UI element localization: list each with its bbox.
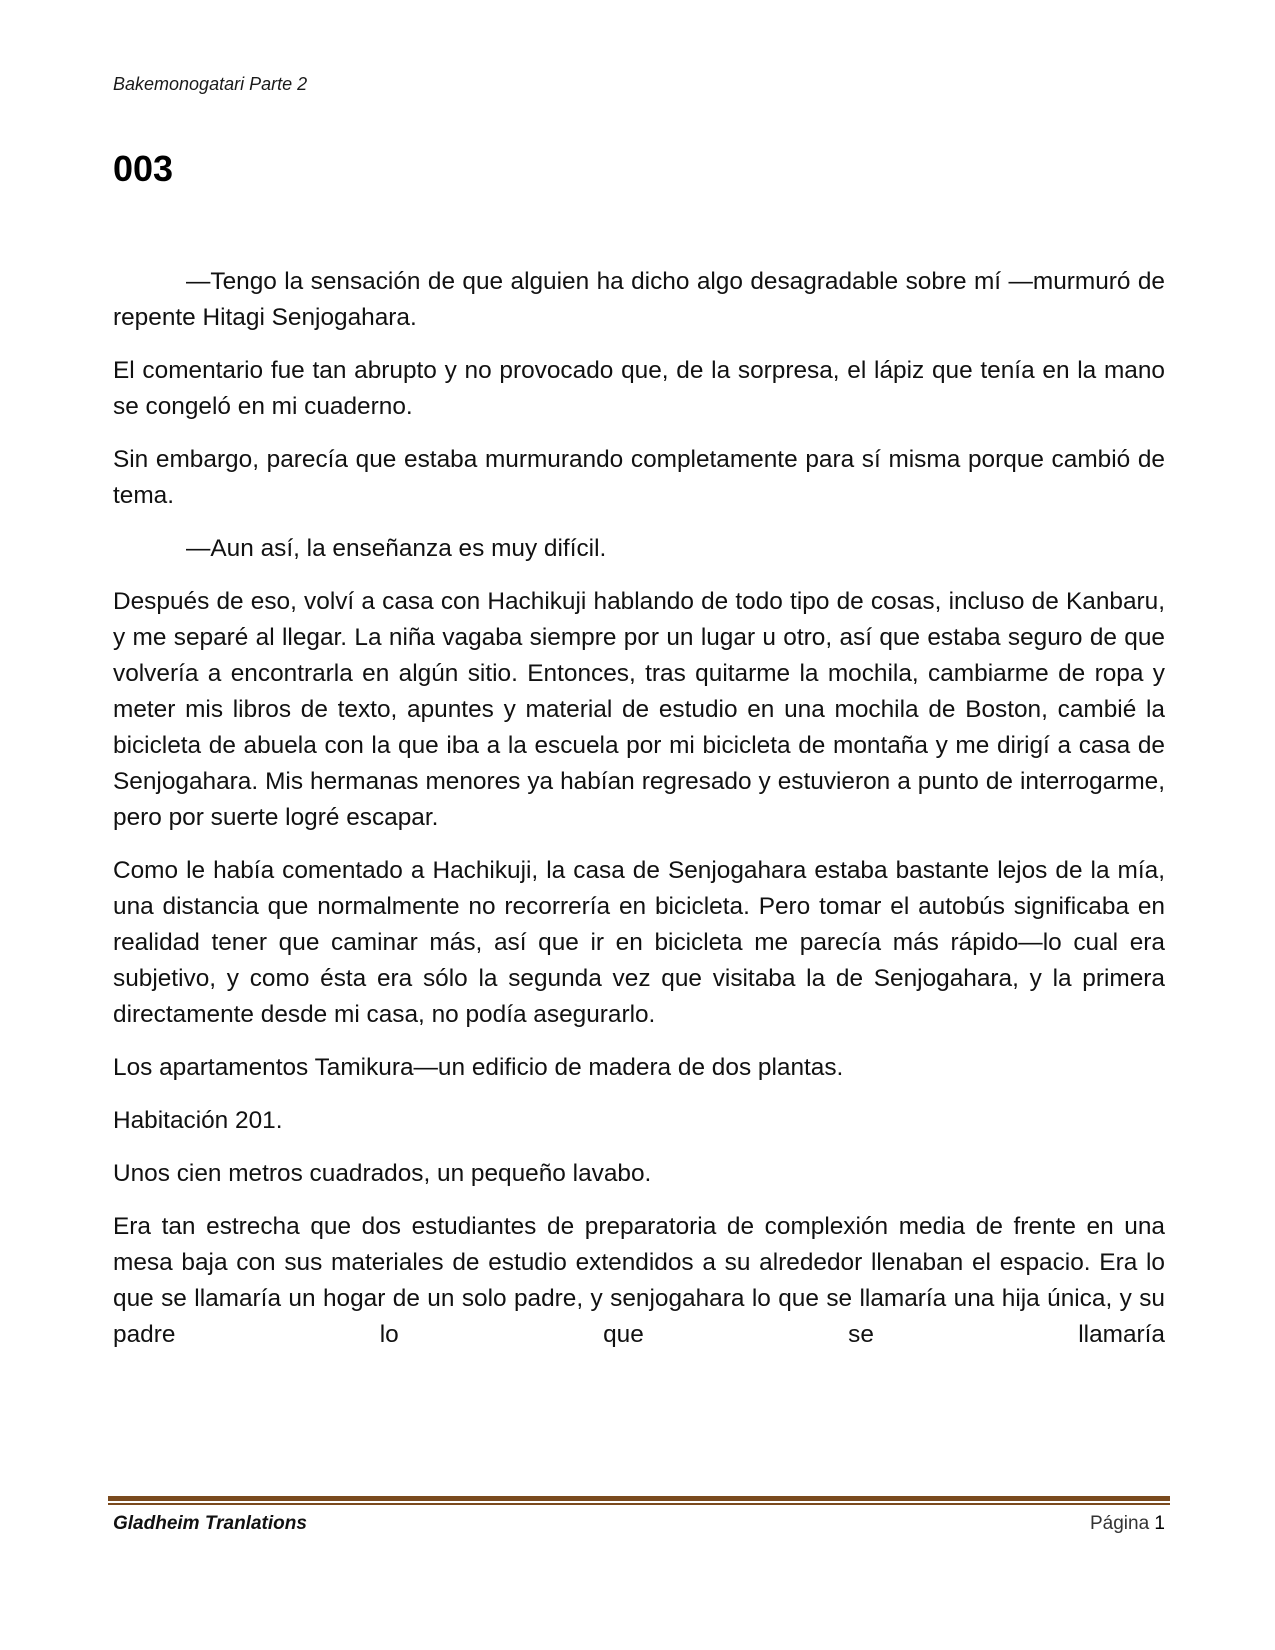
page-number: 1 [1154,1513,1165,1534]
paragraph: —Tengo la sensación de que alguien ha dicho algo desagradable sobre mí —murmuró de repente Hitagi Senjogahara. [113,268,1165,331]
paragraph: Sin embargo, parecía que estaba murmurando completamente para sí misma porque cambió de tema. [113,446,1165,509]
paragraph: Después de eso, volví a casa con Hachikuji hablando de todo tipo de cosas, incluso de Kanbaru, y me separé al llegar. La niña vagaba siempre por un lugar u otro, así que estaba seguro de que volvería a encontrarla en algún sitio. Entonces, tras quitarme la mochila, cambiarme de ropa y meter mis libros de texto, apuntes y material de estudio en una mochila de Boston, cambié la bicicleta de abuela con la que iba a la escuela por mi bicicleta de montaña y me dirigí a casa de Senjogahara. Mis hermanas menores ya habían regresado y estuvieron a punto de interrogarme, pero por suerte logré escapar. [113,588,1165,831]
chapter-number: 003 [113,148,174,189]
running-header: Bakemonogatari Parte 2 [113,74,308,94]
body-text [113,264,1165,1370]
footer-publisher: Gladheim Tranlations [113,1513,307,1534]
footer-rule-thin [108,1503,1170,1505]
paragraph: Los apartamentos Tamikura—un edificio de madera de dos plantas. [113,1054,844,1081]
footer-rule-thick [108,1496,1170,1501]
page-label: Página [1089,1513,1150,1534]
footer-rule [108,1496,1170,1505]
footer-page-indicator [1090,1513,1165,1535]
paragraph: Habitación 201. [113,1107,283,1134]
paragraph: El comentario fue tan abrupto y no provocado que, de la sorpresa, el lápiz que tenía en la mano se congeló en mi cuaderno. [113,357,1165,420]
paragraph: Unos cien metros cuadrados, un pequeño lavabo. [113,1160,652,1187]
paragraph: —Aun así, la enseñanza es muy difícil. [186,535,607,562]
paragraph: Como le había comentado a Hachikuji, la casa de Senjogahara estaba bastante lejos de la mía, una distancia que normalmente no recorrería en bicicleta. Pero tomar el autobús significaba en realidad tener que caminar más, así que ir en bicicleta me parecía más rápido—lo cual era subjetivo, y como ésta era sólo la segunda vez que visitaba la de Senjogahara, y la primera directamente desde mi casa, no podía asegurarlo. [113,857,1165,1028]
paragraph: Era tan estrecha que dos estudiantes de preparatoria de complexión media de frente en una mesa baja con sus materiales de estudio extendidos a su alrededor llenaban el espacio. Era lo que se llamaría un hogar de un solo padre, y senjogahara lo que se llamaría una hija única, y su padre lo que se llamaría [113,1213,1165,1348]
